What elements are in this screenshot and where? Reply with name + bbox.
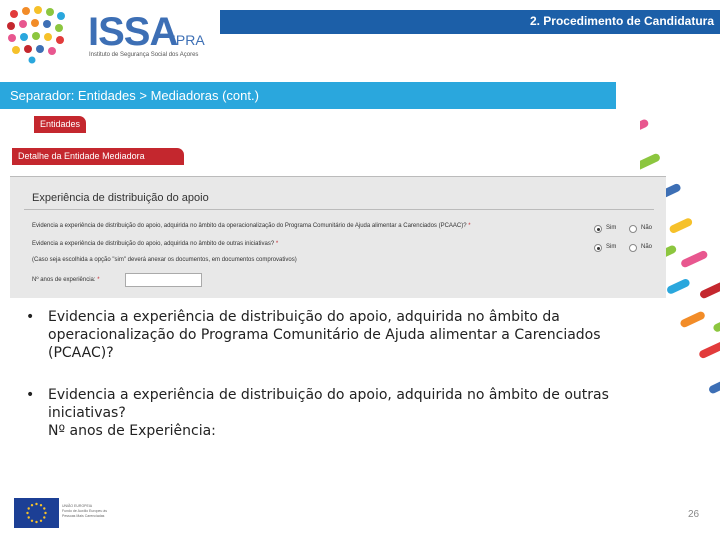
tab-detalhe-entidade[interactable]: Detalhe da Entidade Mediadora — [12, 148, 184, 165]
radio-label: Sim — [606, 244, 617, 250]
bullet-item — [22, 308, 642, 362]
required-mark: * — [97, 277, 100, 283]
form-title: Experiência de distribuição do apoio — [32, 192, 209, 204]
radio-q2-sim[interactable] — [594, 244, 602, 252]
bullet-text: Nº anos de Experiência: — [48, 423, 216, 439]
radio-label: Não — [641, 225, 653, 231]
radio-label: Não — [641, 244, 653, 250]
question-note: (Caso seja escolhida a opção "sim" deverá anexar os documentos, em documentos comprovativos) — [32, 257, 297, 263]
bullet-mark: • — [26, 309, 35, 325]
logo-text: ISSA — [88, 10, 178, 54]
question-other-initiatives: Evidencia a experiência de distribuição do apoio, adquirida no âmbito de outras iniciativas? * — [32, 241, 279, 247]
question-pcaac: Evidencia a experiência de distribuição do apoio, adquirida no âmbito da operacionalização do Programa Comunitário de Ajuda alimentar a Carenciados (PCAAC)? * — [32, 223, 471, 229]
bullet-item — [22, 386, 642, 440]
divider — [24, 209, 654, 210]
years-label: Nº anos de experiência: * — [32, 277, 100, 283]
logo-ipra: IPRA — [172, 32, 205, 48]
logo-subtitle: Instituto de Segurança Social dos Açores — [89, 52, 199, 58]
years-input[interactable] — [125, 273, 202, 287]
bullet-text: Evidencia a experiência de distribuição do apoio, adquirida no âmbito da operacionalização do Programa Comunitário de Ajuda alimentar a Carenciados (PCAAC)? — [48, 309, 601, 361]
section-title: 2. Procedimento de Candidatura — [529, 14, 714, 28]
issa-logo-icon — [6, 6, 70, 64]
section-banner — [0, 82, 616, 109]
eu-caption: UNIÃO EUROPEIA Fundo de Auxílio Europeu às Pessoas Mais Carenciadas — [62, 504, 107, 518]
radio-q1-nao[interactable] — [629, 225, 637, 233]
required-mark: * — [468, 223, 471, 229]
section-header-bar — [220, 10, 720, 34]
radio-q1-sim[interactable] — [594, 225, 602, 233]
form-panel — [10, 176, 666, 298]
bullet-list — [22, 308, 642, 440]
radio-label: Sim — [606, 225, 617, 231]
required-mark: * — [275, 241, 279, 247]
bullet-text: Evidencia a experiência de distribuição do apoio, adquirida no âmbito de outras iniciativas? — [48, 387, 609, 421]
bullet-mark: • — [26, 387, 35, 403]
page-number: 26 — [688, 509, 700, 520]
tab-entidades[interactable]: Entidades — [34, 116, 86, 133]
eu-flag-icon — [14, 498, 59, 528]
banner-label: Separador: Entidades > Mediadoras (cont.) — [10, 88, 259, 103]
radio-q2-nao[interactable] — [629, 244, 637, 252]
